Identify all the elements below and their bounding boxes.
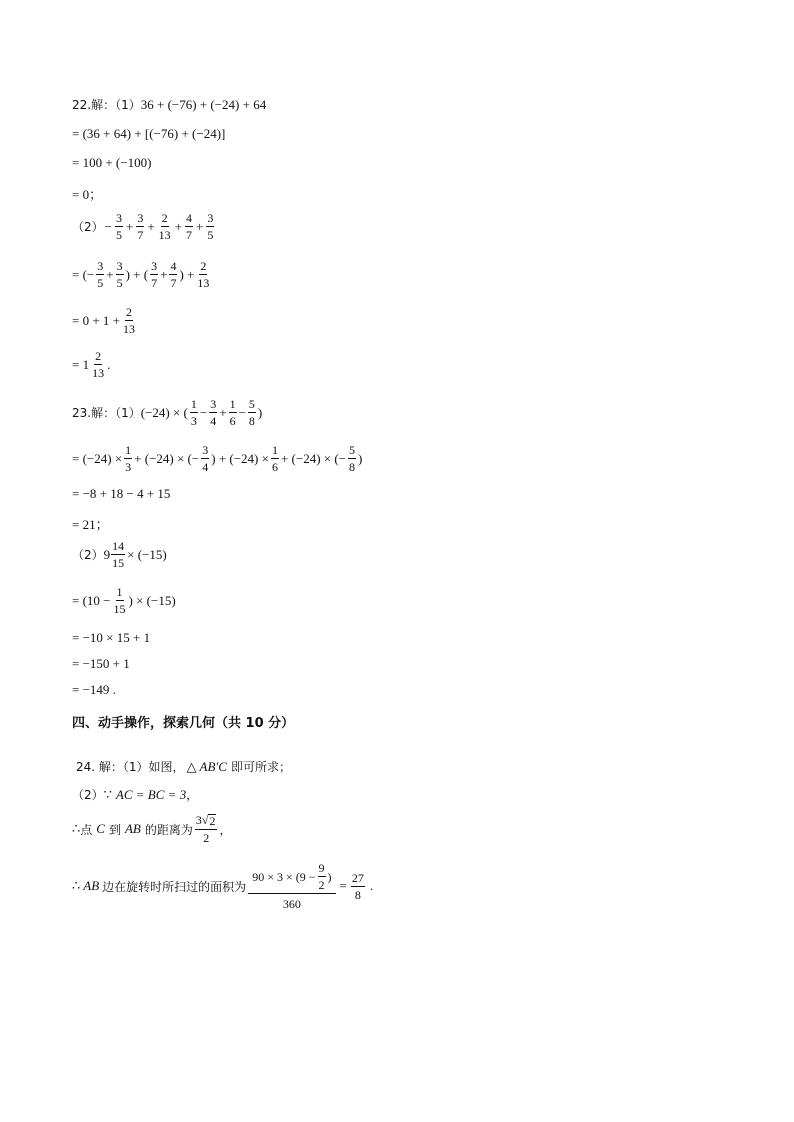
q23-part2-line [72,540,167,569]
fraction: $\frac{4}{7}$ [170,259,177,290]
fraction: $\frac{5}{8}$ [349,443,356,474]
fraction: $\frac{3}{4}$ [210,397,217,428]
fraction: $\frac{9}{2}$ [318,861,325,892]
expr-text: (−24) × ( [140,404,188,420]
fraction: $\frac{3}{5}$ [97,259,104,290]
q23-part1-line [72,398,262,427]
fraction: $\frac{14}{15}$ [112,539,125,570]
q24-line1 [76,758,291,775]
fraction: $\frac{3}{7}$ [137,211,144,242]
equals: = [339,878,347,893]
q23-p1-step3: = 21； [72,517,109,532]
q24-line4 [72,862,373,910]
fraction: $\frac{2}{13}$ [197,259,210,290]
q24-line1-pre: 24. 解：（1）如图， [76,760,185,774]
because-symbol: ∵ [103,786,112,802]
operator: + [147,218,155,234]
triangle-symbol: △ [186,758,197,774]
q24-line2-equation: AC = BC = 3 [115,786,187,802]
q22-p1-step3: = 0； [72,187,103,202]
fraction-sqrt: 3 √ 2 2 [195,813,216,845]
section4-heading: 四、动手操作，探索几何（共 10 分） [72,716,295,731]
q22-p1-expression: 36 + (−76) + (−24) + 64 [140,96,267,112]
q22-p1-step2: = 100 + (−100) [72,155,152,170]
q24-line3-text2: 到 [108,822,121,837]
expr-text: − [238,404,246,420]
mixed-number-whole: 9 [103,546,111,562]
q24-line2-end: ， [186,788,199,802]
q24-line2 [72,786,198,803]
expr-text: = (− [72,266,95,282]
q22-p2-label: （2） [72,220,104,234]
period: . [369,878,374,893]
q24-line3-end: ， [219,822,232,837]
therefore-symbol: ∴ [72,878,81,893]
fraction: $\frac{2}{13}$ [92,349,105,380]
fraction: $\frac{3}{7}$ [151,259,158,290]
fraction: $\frac{2}{13}$ [158,211,171,242]
fraction: $\frac{1}{3}$ [125,443,132,474]
expr-text: + [160,266,168,282]
point-C: C [96,821,105,836]
q23-p2-step2: = −10 × 15 + 1 [72,630,151,645]
q23-p1-step2: = −8 + 18 − 4 + 15 [72,486,171,501]
expr-text: . [107,356,111,372]
expr-text: ) + ( [125,266,149,282]
operator: + [174,218,183,234]
fraction: $\frac{3}{5}$ [207,211,214,242]
q24-line3-text3: 的距离为 [144,822,193,837]
segment-AB: AB [83,878,100,893]
expr-text: + [219,404,227,420]
operator: + [196,218,204,234]
expr-text: − [199,404,208,420]
expr-text: ) [358,450,363,466]
q22-part2-line [72,212,216,241]
q23-label: 23.解：（1） [72,406,141,420]
q22-p2-expression [104,212,217,241]
q24-line2-label: （2） [72,788,104,802]
expr-text: ) + (−24) × [211,450,269,466]
fraction: $\frac{3}{5}$ [115,211,122,242]
q24-triangle-name: AB′C [199,758,227,774]
q23-p2-step4: = −149 . [72,682,116,697]
fraction: $\frac{4}{7}$ [186,211,193,242]
fraction: $\frac{5}{8}$ [248,397,255,428]
q22-label: 22.解：（1） [72,98,141,112]
q24-line3-text1: 点 [80,822,93,837]
fraction: $\frac{1}{6}$ [229,397,236,428]
expr-text: = 1 [72,356,90,372]
expr-text: = (10 − [72,592,111,608]
operator: + [125,218,134,234]
fraction: $\frac{3}{4}$ [202,443,209,474]
expr-text: = (−24) × [72,450,123,466]
q22-p2-step2 [72,306,138,335]
fraction-area: 90 × 3 × (9 − $\frac{9}{2}$ ) 360 [248,862,335,910]
q22-p1-step1: = (36 + 64) + [(−76) + (−24)] [72,126,226,141]
fraction: $\frac{1}{3}$ [190,397,197,428]
expr-text: = 0 + 1 + [72,312,120,328]
q23-p2-label: （2） [72,548,104,562]
q24-line1-post: 即可所求； [230,760,291,774]
therefore-symbol: ∴ [72,821,81,836]
expr-text: + (−24) × (− [134,450,200,466]
expr-text: ) + [179,266,195,282]
expr-text: × (−15) [127,546,167,562]
q22-p2-step3 [72,350,110,379]
fraction: $\frac{1}{15}$ [113,585,126,616]
fraction: $\frac{1}{6}$ [271,443,278,474]
segment-AB: AB [124,821,141,836]
expr-text: + (−24) × (− [280,450,347,466]
q23-p1-step1 [72,444,362,473]
q22-p2-step1 [72,260,212,289]
expr-text: ) [257,404,263,420]
q23-p2-step1 [72,586,176,615]
q24-line3 [72,814,232,844]
expr-text: ) × (−15) [128,592,176,608]
expr-text: + [106,266,114,282]
fraction-result: $\frac{27}{8}$ [351,870,364,902]
q22-part1-line [72,96,266,113]
fraction: $\frac{2}{13}$ [123,305,135,336]
q23-p2-step3: = −150 + 1 [72,656,130,671]
fraction: $\frac{3}{5}$ [116,259,123,290]
operator: − [104,218,112,234]
q24-line4-text: 边在旋转时所扫过的面积为 [102,879,247,894]
